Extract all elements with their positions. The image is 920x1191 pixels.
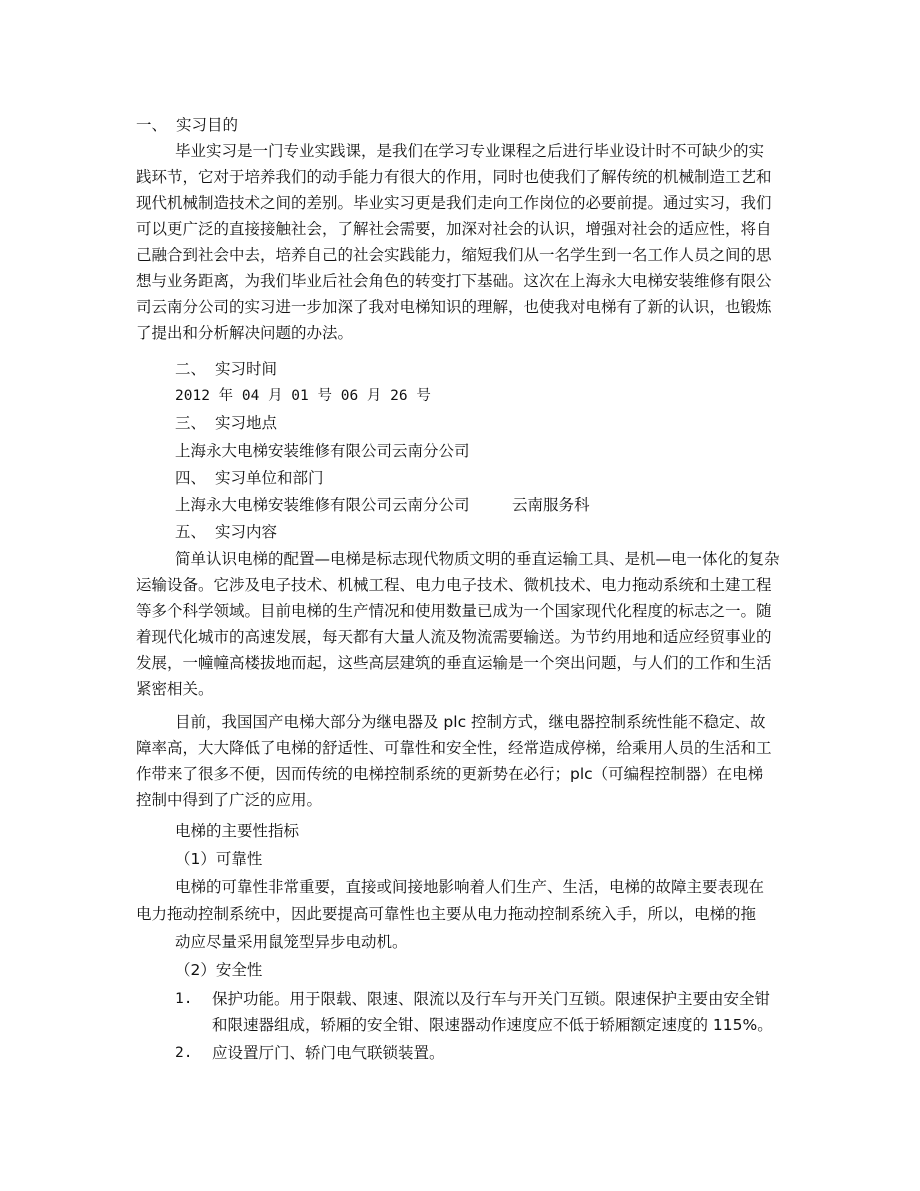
paragraph-line: 着现代化城市的高速发展，每天都有大量人流及物流需要输送。为节约用地和适应经贸事业的 <box>136 628 772 646</box>
section-number: 一、 <box>136 116 168 134</box>
list-item-line: 和限速器组成，轿厢的安全钳、限速器动作速度应不低于轿厢额定速度的 115%。 <box>212 1016 773 1034</box>
safety-heading: （2）安全性 <box>175 961 263 979</box>
section-title: 实习地点 <box>215 414 278 432</box>
paragraph-line: 毕业实习是一门专业实践课，是我们在学习专业课程之后进行毕业设计时不可缺少的实 <box>175 142 765 160</box>
section-heading <box>136 112 238 138</box>
indicators-heading: 电梯的主要性指标 <box>175 822 300 840</box>
paragraph-line: 电梯的可靠性非常重要，直接或间接地影响着人们生产、生活，电梯的故障主要表现在 <box>175 878 765 896</box>
paragraph-line: 运输设备。它涉及电子技术、机械工程、电力电子技术、微机技术、电力拖动系统和土建工程 <box>136 576 772 594</box>
section-number: 二、 <box>175 360 207 378</box>
paragraph-line: 等多个科学领域。目前电梯的生产情况和使用数量已成为一个国家现代化程度的标志之一。随 <box>136 602 772 620</box>
internship-unit: 上海永大电梯安装维修有限公司云南分公司 <box>175 496 470 514</box>
internship-time: 2012 年 04 月 01 号 06 月 26 号 <box>175 388 431 404</box>
section-title: 实习目的 <box>176 116 239 134</box>
section-heading <box>175 356 277 382</box>
paragraph-line: 现代机械制造技术之间的差别。毕业实习更是我们走向工作岗位的必要前提。通过实习，我们 <box>136 194 772 212</box>
section-number: 五、 <box>175 523 207 541</box>
list-item-line: 保护功能。用于限载、限速、限流以及行车与开关门互锁。限速保护主要由安全钳 <box>212 990 771 1008</box>
list-item-number: 1. <box>175 991 193 1007</box>
paragraph-line: 电力拖动控制系统中，因此要提高可靠性也主要从电力拖动控制系统入手，所以，电梯的拖 <box>136 905 757 923</box>
paragraph-line: 了提出和分析解决问题的办法。 <box>136 324 354 342</box>
paragraph-line: 目前，我国国产电梯大部分为继电器及 plc 控制方式，继电器控制系统性能不稳定、故 <box>175 713 766 731</box>
paragraph-line: 践环节，它对于培养我们的动手能力有很大的作用，同时也使我们了解传统的机械制造工艺和 <box>136 168 772 186</box>
paragraph-line: 控制中得到了广泛的应用。 <box>136 791 323 809</box>
list-item-line: 应设置厅门、轿门电气联锁装置。 <box>212 1044 445 1062</box>
list-item-number: 2. <box>175 1045 193 1061</box>
section-number: 三、 <box>175 414 207 432</box>
reliability-heading: （1）可靠性 <box>175 850 263 868</box>
paragraph-line: 作带来了很多不便，因而传统的电梯控制系统的更新势在必行；plc（可编程控制器）在电梯 <box>136 765 764 783</box>
section-heading <box>175 519 277 545</box>
section-title: 实习内容 <box>215 523 278 541</box>
paragraph-line: 司云南分公司的实习进一步加深了我对电梯知识的理解，也使我对电梯有了新的认识，也锻炼 <box>136 298 772 316</box>
section-heading <box>175 465 324 491</box>
paragraph-line: 动应尽量采用鼠笼型异步电动机。 <box>175 933 408 951</box>
paragraph-line: 简单认识电梯的配置—电梯是标志现代物质文明的垂直运输工具、是机—电一体化的复杂 <box>175 550 780 568</box>
internship-department: 云南服务科 <box>512 496 590 514</box>
section-number: 四、 <box>175 469 207 487</box>
paragraph-line: 想与业务距离，为我们毕业后社会角色的转变打下基础。这次在上海永大电梯安装维修有限公 <box>136 272 772 290</box>
section-title: 实习单位和部门 <box>215 469 324 487</box>
paragraph-line: 障率高，大大降低了电梯的舒适性、可靠性和安全性，经常造成停梯，给乘用人员的生活和工 <box>136 739 772 757</box>
paragraph-line: 发展，一幢幢高楼拔地而起，这些高层建筑的垂直运输是一个突出问题，与人们的工作和生活 <box>136 654 772 672</box>
paragraph-line: 己融合到社会中去，培养自己的社会实践能力，缩短我们从一名学生到一名工作人员之间的思 <box>136 246 772 264</box>
paragraph-line: 紧密相关。 <box>136 680 214 698</box>
section-title: 实习时间 <box>215 360 278 378</box>
internship-place: 上海永大电梯安装维修有限公司云南分公司 <box>175 442 470 460</box>
section-heading <box>175 410 277 436</box>
paragraph-line: 可以更广泛的直接接触社会，了解社会需要，加深对社会的认识，增强对社会的适应性，将自 <box>136 220 772 238</box>
